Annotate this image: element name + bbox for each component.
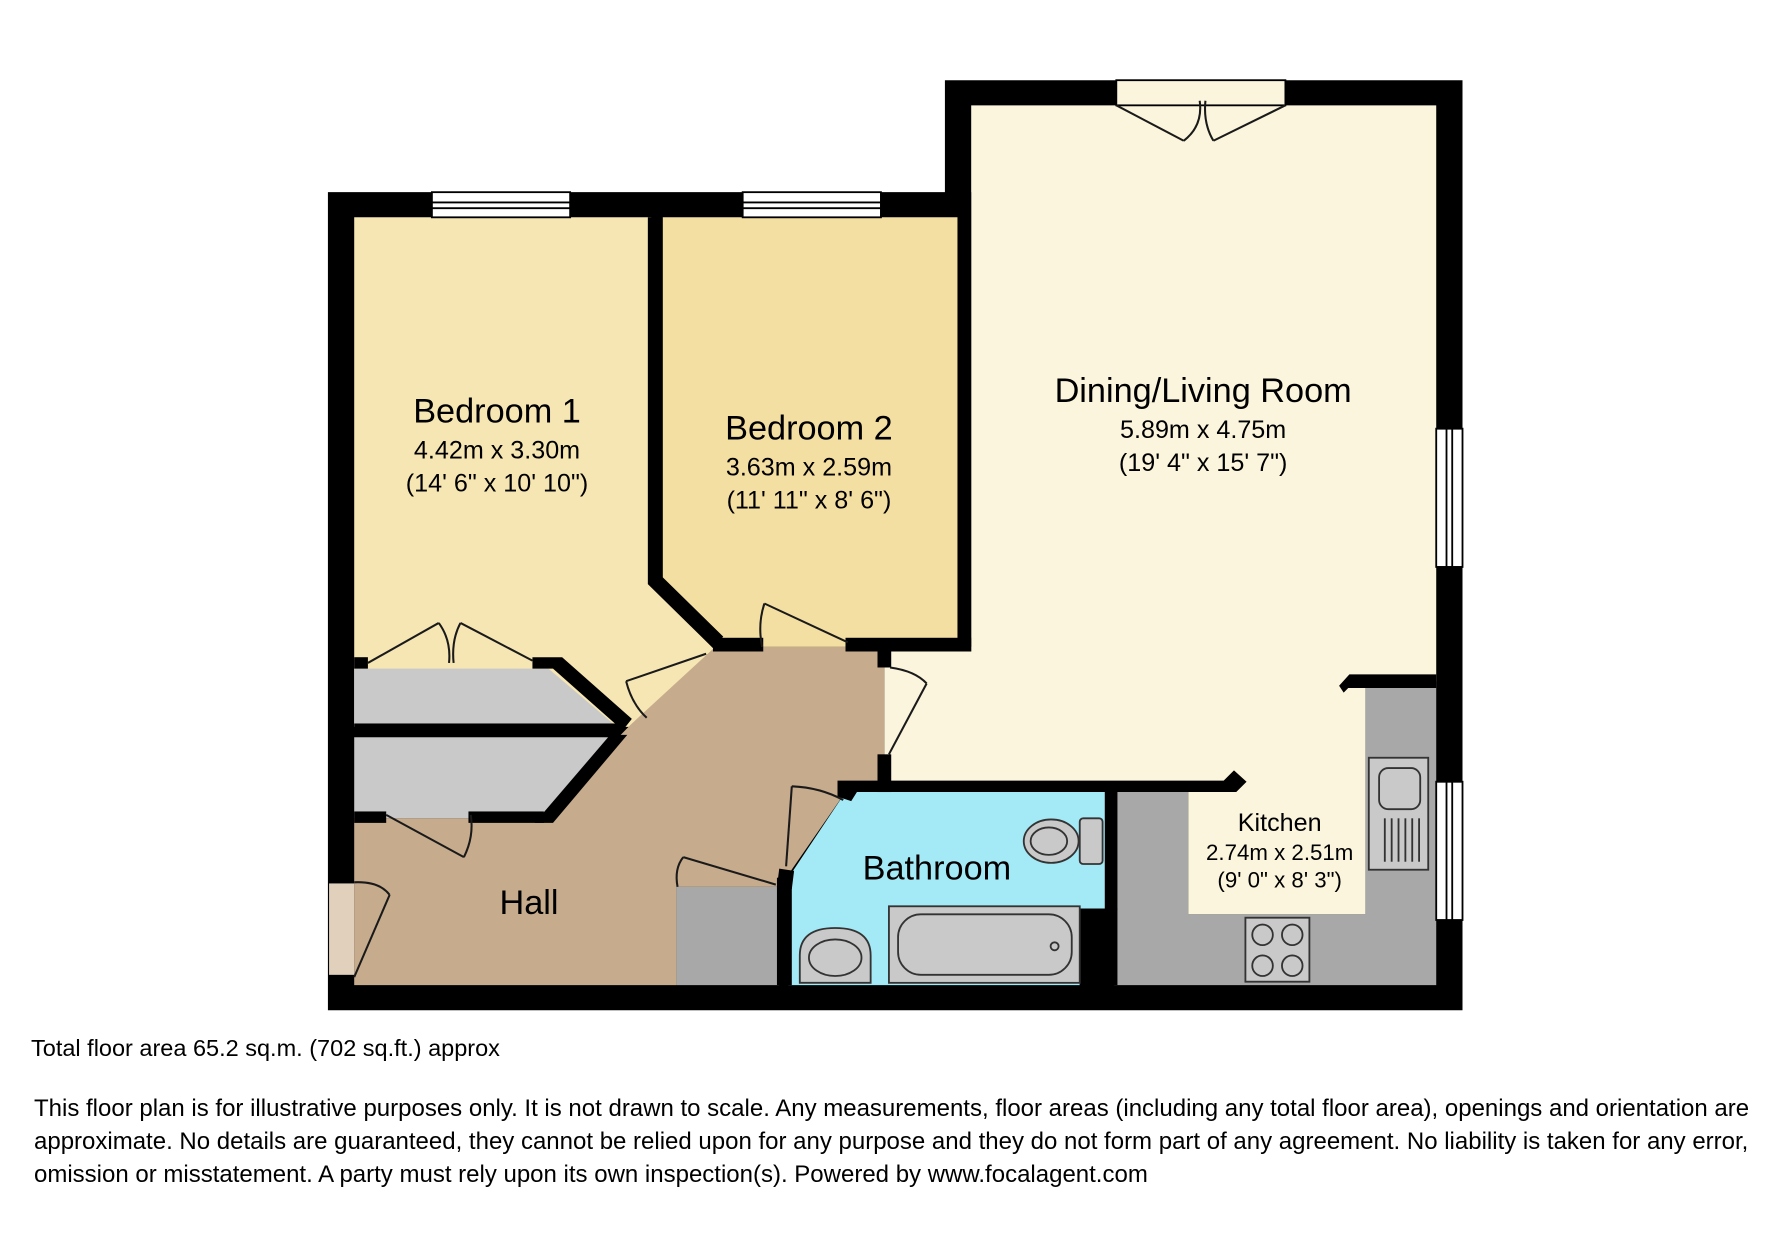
- window-bedroom-2: [743, 192, 881, 217]
- bedroom-2-living-wall: [957, 192, 971, 651]
- window-kitchen: [1436, 782, 1462, 920]
- hall-living-wall-top: [878, 647, 892, 668]
- bedroom-2-bottom-wall-left: [713, 638, 763, 652]
- closet-a-top-stub: [354, 657, 368, 668]
- kitchen-dimensions-ft: (9' 0" x 8' 3"): [1217, 867, 1342, 893]
- bathroom-kitchen-wall-upper: [1105, 789, 1118, 910]
- bedroom-1-dimensions-ft: (14' 6" x 10' 10"): [405, 469, 589, 498]
- bedroom-2-dimensions-ft: (11' 11" x 8' 6"): [726, 486, 892, 515]
- sink-icon: [1369, 758, 1428, 870]
- hall-name: Hall: [499, 883, 559, 922]
- bedroom-2-dimensions-m: 3.63m x 2.59m: [725, 453, 893, 482]
- kitchen-dimensions-m: 2.74m x 2.51m: [1206, 840, 1354, 866]
- disclaimer-text: This floor plan is for illustrative purposes only. It is not drawn to scale. Any measurements, floor areas (including any total floor area), openings and orientation are approximate. No details are guaranteed, they cannot be relied upon for any purpose and they do not form part of any agreement. No liability is taken for any error, omission or misstatement. A party must rely upon its own inspection(s). Powered by www.focalagent.com: [34, 1095, 1750, 1188]
- window-living-room: [1436, 429, 1462, 567]
- bathroom-name: Bathroom: [862, 849, 1012, 888]
- dining-living-room-dimensions-ft: (19' 4" x 15' 7"): [1118, 448, 1288, 477]
- closet-b-bottom-wall-left: [354, 811, 386, 822]
- toilet-icon: [1024, 818, 1103, 864]
- bathroom-left-wall: [777, 878, 792, 985]
- bedroom-2-bottom-wall-right: [846, 638, 972, 652]
- front-doorway: [329, 883, 354, 974]
- dining-living-room-dimensions-m: 5.89m x 4.75m: [1120, 415, 1287, 444]
- closet-divider-wall: [354, 723, 619, 737]
- bedroom-1-name: Bedroom 1: [413, 392, 581, 431]
- bedroom-1-label: [406, 393, 588, 498]
- bathtub-icon: [889, 906, 1080, 983]
- bathroom-door-jamb: [777, 869, 794, 890]
- hob-icon: [1245, 918, 1309, 982]
- bathroom-kitchen-wall-lower: [1080, 909, 1118, 986]
- kitchen-name: Kitchen: [1237, 808, 1322, 837]
- dining-living-room-name: Dining/Living Room: [1054, 371, 1352, 410]
- bedroom-2-name: Bedroom 2: [725, 409, 893, 448]
- basin-icon: [800, 928, 871, 983]
- closet-b-bottom-wall-right: [468, 811, 543, 822]
- bedroom-1-dimensions-m: 4.42m x 3.30m: [413, 436, 581, 465]
- window-bedroom-1: [432, 192, 570, 217]
- total-floor-area: Total floor area 65.2 sq.m. (702 sq.ft.) approx: [31, 1035, 500, 1061]
- cupboard-floor: [676, 887, 779, 985]
- bedroom-2-label: [725, 410, 893, 515]
